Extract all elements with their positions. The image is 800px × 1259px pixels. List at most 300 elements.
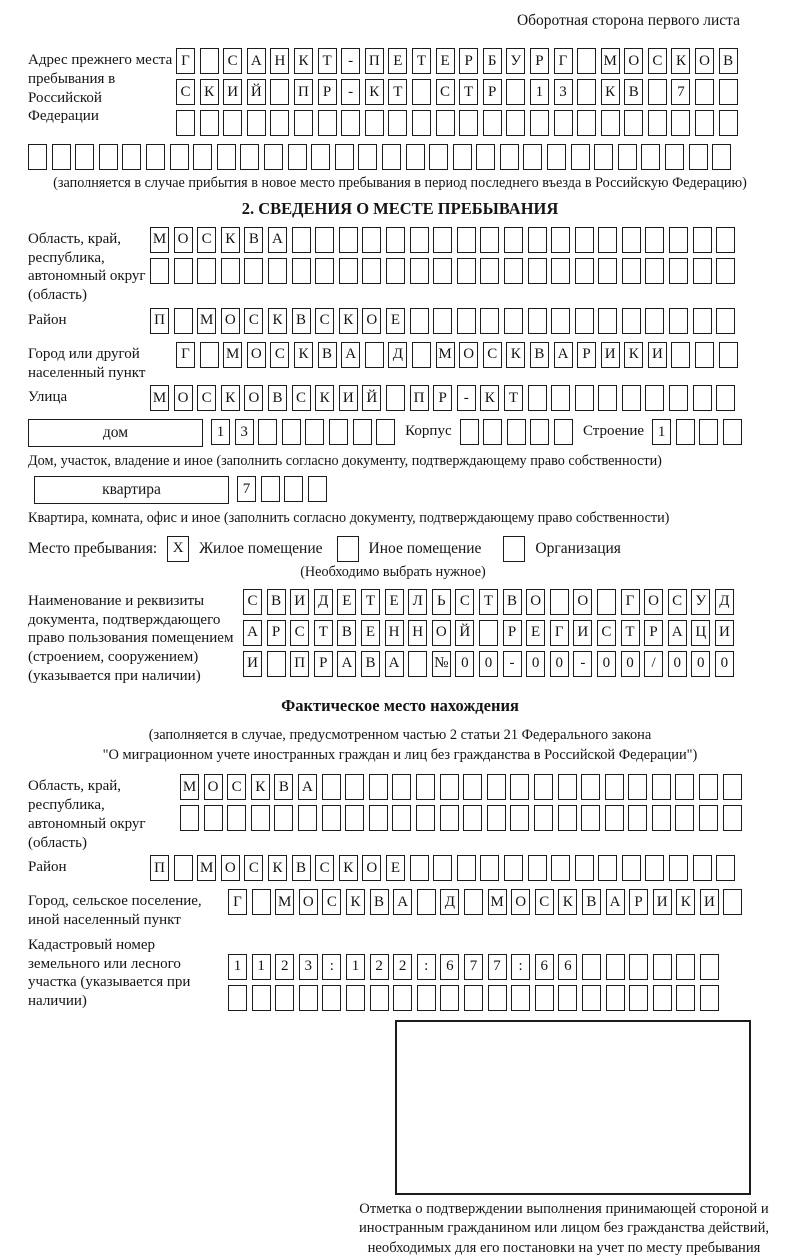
char-cell[interactable]: Т [479,589,498,615]
char-cell[interactable] [294,110,313,136]
char-cell[interactable] [329,419,348,445]
char-cell[interactable] [99,144,118,170]
char-cell[interactable]: 0 [668,651,687,677]
char-cell[interactable]: Р [267,620,286,646]
char-cell[interactable] [460,419,479,445]
char-cell[interactable]: К [221,227,240,253]
char-cell[interactable]: № [432,651,451,677]
char-cell[interactable] [653,985,672,1011]
char-cell[interactable] [174,258,193,284]
char-cell[interactable]: Т [361,589,380,615]
char-cell[interactable] [582,954,601,980]
char-cell[interactable] [693,227,712,253]
char-cell[interactable]: 2 [393,954,412,980]
char-cell[interactable] [506,79,525,105]
char-cell[interactable] [463,805,482,831]
char-cell[interactable] [370,985,389,1011]
char-cell[interactable]: Д [388,342,407,368]
char-cell[interactable] [719,79,738,105]
char-cell[interactable] [581,774,600,800]
char-cell[interactable]: 0 [526,651,545,677]
char-cell[interactable]: О [204,774,223,800]
char-cell[interactable] [554,110,573,136]
char-cell[interactable]: А [268,227,287,253]
char-cell[interactable] [716,258,735,284]
char-cell[interactable]: Ц [691,620,710,646]
char-cell[interactable]: С [244,855,263,881]
char-cell[interactable] [480,308,499,334]
char-cell[interactable] [346,985,365,1011]
char-cell[interactable] [645,227,664,253]
char-cell[interactable] [392,774,411,800]
char-cell[interactable]: Е [388,48,407,74]
char-cell[interactable] [669,308,688,334]
char-cell[interactable] [675,774,694,800]
char-cell[interactable] [487,774,506,800]
char-cell[interactable] [652,805,671,831]
char-cell[interactable] [122,144,141,170]
char-cell[interactable] [712,144,731,170]
char-cell[interactable]: В [624,79,643,105]
char-cell[interactable] [483,110,502,136]
char-cell[interactable]: С [244,308,263,334]
char-cell[interactable] [322,774,341,800]
char-cell[interactable] [648,79,667,105]
char-cell[interactable]: С [315,308,334,334]
char-cell[interactable]: 0 [455,651,474,677]
char-cell[interactable] [258,419,277,445]
char-cell[interactable]: А [337,651,356,677]
char-cell[interactable]: А [247,48,266,74]
char-cell[interactable] [480,855,499,881]
char-cell[interactable]: М [150,227,169,253]
char-cell[interactable] [504,308,523,334]
char-cell[interactable] [671,342,690,368]
char-cell[interactable] [534,805,553,831]
char-cell[interactable]: : [511,954,530,980]
char-cell[interactable] [362,258,381,284]
char-cell[interactable]: В [337,620,356,646]
char-cell[interactable]: М [150,385,169,411]
char-cell[interactable]: К [251,774,270,800]
char-cell[interactable]: Г [550,620,569,646]
char-cell[interactable]: Е [436,48,455,74]
char-cell[interactable] [476,144,495,170]
char-cell[interactable]: К [365,79,384,105]
char-cell[interactable] [197,258,216,284]
char-cell[interactable] [311,144,330,170]
char-cell[interactable]: 7 [671,79,690,105]
char-cell[interactable] [575,385,594,411]
char-cell[interactable] [386,258,405,284]
char-cell[interactable] [292,258,311,284]
char-cell[interactable] [629,985,648,1011]
char-cell[interactable]: 3 [235,419,254,445]
char-cell[interactable] [693,385,712,411]
char-cell[interactable]: Р [629,889,648,915]
char-cell[interactable] [530,110,549,136]
char-cell[interactable] [523,144,542,170]
char-cell[interactable] [535,985,554,1011]
char-cell[interactable]: И [700,889,719,915]
char-cell[interactable]: И [573,620,592,646]
char-cell[interactable] [669,385,688,411]
char-cell[interactable]: Е [386,855,405,881]
char-cell[interactable] [530,419,549,445]
char-cell[interactable] [551,258,570,284]
char-cell[interactable] [575,308,594,334]
char-cell[interactable] [665,144,684,170]
char-cell[interactable] [228,985,247,1011]
char-cell[interactable]: М [275,889,294,915]
char-cell[interactable]: Е [361,620,380,646]
char-cell[interactable] [719,110,738,136]
char-cell[interactable] [504,855,523,881]
char-cell[interactable]: Г [176,342,195,368]
char-cell[interactable] [174,308,193,334]
char-cell[interactable] [575,258,594,284]
char-cell[interactable] [582,985,601,1011]
char-cell[interactable]: Н [270,48,289,74]
char-cell[interactable]: П [365,48,384,74]
char-cell[interactable]: А [298,774,317,800]
char-cell[interactable]: М [488,889,507,915]
char-cell[interactable]: В [244,227,263,253]
char-cell[interactable]: П [290,651,309,677]
char-cell[interactable]: С [668,589,687,615]
char-cell[interactable] [433,855,452,881]
char-cell[interactable] [305,419,324,445]
char-cell[interactable]: 1 [346,954,365,980]
char-cell[interactable] [507,419,526,445]
char-cell[interactable] [723,419,742,445]
char-cell[interactable]: У [506,48,525,74]
char-cell[interactable]: О [695,48,714,74]
char-cell[interactable]: И [601,342,620,368]
char-cell[interactable] [551,308,570,334]
char-cell[interactable] [416,805,435,831]
char-cell[interactable] [417,889,436,915]
char-cell[interactable]: 6 [535,954,554,980]
char-cell[interactable]: О [644,589,663,615]
char-cell[interactable]: Р [318,79,337,105]
char-cell[interactable]: Е [526,620,545,646]
char-cell[interactable] [554,419,573,445]
char-cell[interactable] [247,110,266,136]
char-cell[interactable] [618,144,637,170]
char-cell[interactable]: У [691,589,710,615]
char-cell[interactable] [504,258,523,284]
char-cell[interactable]: М [436,342,455,368]
char-cell[interactable] [369,805,388,831]
char-cell[interactable] [669,855,688,881]
char-cell[interactable] [459,110,478,136]
char-cell[interactable] [606,985,625,1011]
char-cell[interactable]: 6 [440,954,459,980]
char-cell[interactable] [410,855,429,881]
char-cell[interactable]: М [223,342,242,368]
char-cell[interactable]: 7 [464,954,483,980]
char-cell[interactable] [453,144,472,170]
char-cell[interactable] [393,985,412,1011]
char-cell[interactable] [693,308,712,334]
char-cell[interactable] [463,774,482,800]
char-cell[interactable]: 0 [550,651,569,677]
char-cell[interactable] [322,805,341,831]
char-cell[interactable]: И [243,651,262,677]
char-cell[interactable] [146,144,165,170]
char-cell[interactable] [440,774,459,800]
char-cell[interactable]: Р [577,342,596,368]
char-cell[interactable]: И [648,342,667,368]
char-cell[interactable]: О [221,308,240,334]
char-cell[interactable] [500,144,519,170]
char-cell[interactable] [577,48,596,74]
char-cell[interactable] [176,110,195,136]
char-cell[interactable]: Д [440,889,459,915]
char-cell[interactable]: В [361,651,380,677]
char-cell[interactable]: Р [433,385,452,411]
char-cell[interactable]: И [339,385,358,411]
char-cell[interactable] [510,805,529,831]
char-cell[interactable] [624,110,643,136]
char-cell[interactable] [528,385,547,411]
char-cell[interactable]: О [459,342,478,368]
char-cell[interactable] [699,774,718,800]
char-cell[interactable]: Н [408,620,427,646]
char-cell[interactable] [510,774,529,800]
char-cell[interactable] [628,774,647,800]
char-cell[interactable]: И [715,620,734,646]
char-cell[interactable] [506,110,525,136]
char-cell[interactable] [369,774,388,800]
char-cell[interactable] [150,258,169,284]
char-cell[interactable]: А [393,889,412,915]
char-cell[interactable] [487,805,506,831]
char-cell[interactable] [695,342,714,368]
char-cell[interactable]: О [526,589,545,615]
char-cell[interactable]: Т [621,620,640,646]
char-cell[interactable] [392,805,411,831]
char-cell[interactable]: О [174,227,193,253]
char-cell[interactable] [723,774,742,800]
char-cell[interactable] [376,419,395,445]
char-cell[interactable] [412,79,431,105]
char-cell[interactable] [440,985,459,1011]
char-cell[interactable]: О [362,855,381,881]
char-cell[interactable] [622,258,641,284]
char-cell[interactable] [267,651,286,677]
char-cell[interactable] [483,419,502,445]
char-cell[interactable] [700,954,719,980]
char-cell[interactable] [723,805,742,831]
char-cell[interactable] [217,144,236,170]
char-cell[interactable]: 7 [488,954,507,980]
char-cell[interactable]: - [341,79,360,105]
char-cell[interactable] [386,227,405,253]
char-cell[interactable]: 1 [252,954,271,980]
char-cell[interactable] [358,144,377,170]
char-cell[interactable] [315,227,334,253]
char-cell[interactable] [288,144,307,170]
char-cell[interactable]: В [719,48,738,74]
char-cell[interactable]: Р [314,651,333,677]
char-cell[interactable] [598,258,617,284]
char-cell[interactable] [252,889,271,915]
char-cell[interactable]: П [150,855,169,881]
char-cell[interactable]: К [315,385,334,411]
char-cell[interactable]: Й [247,79,266,105]
char-cell[interactable] [558,774,577,800]
char-cell[interactable]: О [299,889,318,915]
char-cell[interactable] [386,385,405,411]
char-cell[interactable]: А [385,651,404,677]
char-cell[interactable]: К [601,79,620,105]
char-cell[interactable]: О [221,855,240,881]
char-cell[interactable] [270,110,289,136]
char-cell[interactable] [417,985,436,1011]
char-cell[interactable] [577,110,596,136]
char-cell[interactable] [275,985,294,1011]
char-cell[interactable]: 3 [299,954,318,980]
char-cell[interactable]: О [247,342,266,368]
char-cell[interactable] [528,308,547,334]
char-cell[interactable]: К [339,855,358,881]
char-cell[interactable]: 1 [211,419,230,445]
char-cell[interactable]: К [480,385,499,411]
char-cell[interactable] [412,110,431,136]
char-cell[interactable]: 7 [237,476,256,502]
char-cell[interactable]: В [268,385,287,411]
char-cell[interactable]: С [315,855,334,881]
char-cell[interactable]: С [227,774,246,800]
char-cell[interactable] [429,144,448,170]
char-cell[interactable] [577,79,596,105]
char-cell[interactable]: - [457,385,476,411]
char-cell[interactable]: К [294,48,313,74]
char-cell[interactable] [480,258,499,284]
char-cell[interactable]: Т [318,48,337,74]
char-cell[interactable] [339,227,358,253]
char-cell[interactable]: М [197,855,216,881]
char-cell[interactable]: К [294,342,313,368]
char-cell[interactable] [504,227,523,253]
char-cell[interactable]: С [436,79,455,105]
char-cell[interactable] [240,144,259,170]
char-cell[interactable] [52,144,71,170]
char-cell[interactable]: П [410,385,429,411]
char-cell[interactable] [345,774,364,800]
char-cell[interactable] [598,385,617,411]
char-cell[interactable]: Т [314,620,333,646]
char-cell[interactable] [180,805,199,831]
char-cell[interactable] [594,144,613,170]
char-cell[interactable] [671,110,690,136]
char-cell[interactable] [551,855,570,881]
char-cell[interactable] [440,805,459,831]
char-cell[interactable] [695,110,714,136]
char-cell[interactable]: С [270,342,289,368]
char-cell[interactable] [699,419,718,445]
char-cell[interactable]: А [606,889,625,915]
char-cell[interactable] [292,227,311,253]
char-cell[interactable] [700,985,719,1011]
char-cell[interactable]: В [530,342,549,368]
char-cell[interactable]: А [554,342,573,368]
char-cell[interactable]: 0 [479,651,498,677]
char-cell[interactable]: 3 [554,79,573,105]
char-cell[interactable] [716,855,735,881]
char-cell[interactable]: С [176,79,195,105]
char-cell[interactable]: О [624,48,643,74]
char-cell[interactable] [382,144,401,170]
char-cell[interactable]: В [318,342,337,368]
char-cell[interactable]: С [597,620,616,646]
char-cell[interactable] [433,308,452,334]
char-cell[interactable]: 0 [691,651,710,677]
char-cell[interactable] [410,258,429,284]
char-cell[interactable] [299,985,318,1011]
char-cell[interactable]: О [362,308,381,334]
char-cell[interactable]: Г [621,589,640,615]
char-cell[interactable] [433,227,452,253]
char-cell[interactable] [648,110,667,136]
char-cell[interactable] [264,144,283,170]
char-cell[interactable]: В [292,308,311,334]
char-cell[interactable] [622,227,641,253]
char-cell[interactable] [534,774,553,800]
char-cell[interactable] [716,385,735,411]
char-cell[interactable]: 2 [370,954,389,980]
char-cell[interactable]: Ь [432,589,451,615]
char-cell[interactable] [388,110,407,136]
char-cell[interactable] [550,589,569,615]
char-cell[interactable]: Н [385,620,404,646]
char-cell[interactable] [318,110,337,136]
char-cell[interactable] [488,985,507,1011]
char-cell[interactable] [410,227,429,253]
char-cell[interactable]: К [346,889,365,915]
char-cell[interactable] [174,855,193,881]
char-cell[interactable]: Л [408,589,427,615]
char-cell[interactable] [645,855,664,881]
char-cell[interactable]: О [174,385,193,411]
char-cell[interactable]: Г [228,889,247,915]
char-cell[interactable]: С [290,620,309,646]
char-cell[interactable] [676,954,695,980]
char-cell[interactable]: Т [459,79,478,105]
char-cell[interactable] [221,258,240,284]
char-cell[interactable]: К [506,342,525,368]
char-cell[interactable] [652,774,671,800]
char-cell[interactable] [457,855,476,881]
char-cell[interactable] [528,258,547,284]
char-cell[interactable]: В [267,589,286,615]
char-cell[interactable] [270,79,289,105]
char-cell[interactable]: Д [314,589,333,615]
char-cell[interactable]: 1 [652,419,671,445]
char-cell[interactable] [200,342,219,368]
char-cell[interactable] [345,805,364,831]
char-cell[interactable] [341,110,360,136]
char-cell[interactable]: К [676,889,695,915]
char-cell[interactable] [558,805,577,831]
char-cell[interactable] [204,805,223,831]
char-cell[interactable] [693,855,712,881]
char-cell[interactable] [699,805,718,831]
char-cell[interactable] [457,258,476,284]
char-cell[interactable] [622,385,641,411]
